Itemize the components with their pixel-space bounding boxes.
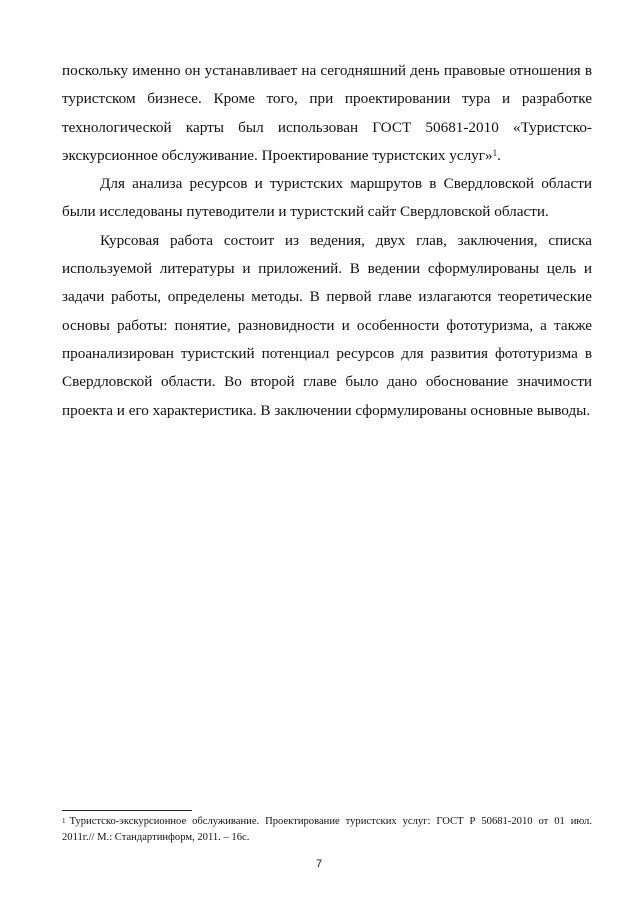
paragraph-2: Для анализа ресурсов и туристских маршрутов в Свердловской области были исследованы путеводители и туристский сайт Свердловской области. xyxy=(62,175,592,221)
footnote-separator xyxy=(62,810,192,811)
paragraph-1-end: . xyxy=(497,146,501,164)
footnote-text: Туристско-экскурсионное обслуживание. Проектирование туристских услуг: ГОСТ Р 50681-2010 от 01 июл. 2011г.// М.: Стандартинформ, 2011. – 16с. xyxy=(62,816,592,843)
paragraph-1 xyxy=(62,57,592,170)
body-text xyxy=(62,57,592,425)
paragraph-3: Курсовая работа состоит из ведения, двух глав, заключения, списка используемой литературы и приложений. В ведении сформулированы цель и задачи работы, определены методы. В первой главе излагаются теоретические основы работы: понятие, разновидности и особенности фототуризма, а также проанализирован туристский потенциал ресурсов для развития фототуризма в Свердловской области. Во второй главе было дано обоснование значимости проекта и его характеристика. В заключении сформулированы основные выводы. xyxy=(62,231,592,419)
footnote-reference: 1 xyxy=(492,147,498,158)
footnote-number: 1 xyxy=(62,817,66,825)
paragraph-1-text: поскольку именно он устанавливает на сегодняшний день правовые отношения в туристском бизнесе. Кроме того, при проектировании тура и разработке технологической карты был использован ГОСТ 50681-2010 «Туристско-экскурсионное обслуживание. Проектирование туристских услуг» xyxy=(62,62,592,164)
footnote xyxy=(62,814,592,846)
page-number: 7 xyxy=(315,858,323,870)
